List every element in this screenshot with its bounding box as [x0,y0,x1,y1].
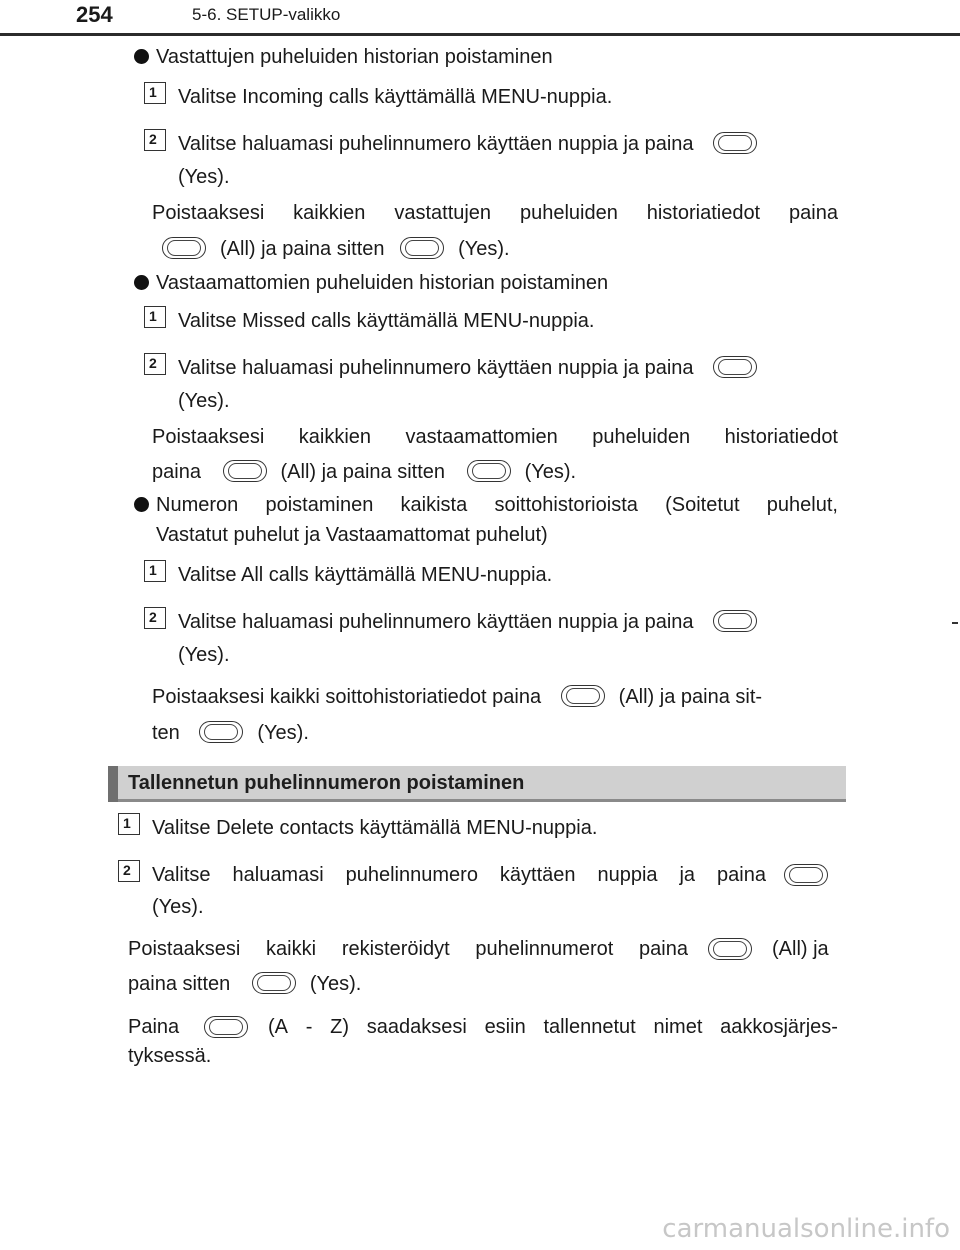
step-number: 1 [118,813,140,835]
page-number: 254 [72,2,123,28]
note-text: (All) ja [772,938,829,960]
knob-icon [713,356,757,378]
step-text-cont: (Yes). [178,390,230,412]
knob-icon [252,972,296,994]
knob-icon [784,864,828,886]
step-number: 2 [144,129,166,151]
bullet-icon [134,275,149,290]
step-text: Valitse Missed calls käyttämällä MENU-nuppia. [178,310,595,332]
step-number: 2 [144,353,166,375]
chapter-title: 5-6. SETUP-valikko [186,5,346,25]
note-text-cont: paina (All) ja paina sitten (Yes). [152,461,577,483]
note-text-cont: tyksessä. [128,1045,212,1067]
note-text: Poistaaksesi kaikkien vastattujen puheluiden historiatiedot paina [152,202,838,224]
knob-icon [400,237,444,259]
step-text: Valitse haluamasi puhelinnumero käyttäen nuppia ja paina [178,131,757,157]
knob-icon [713,132,757,154]
bullet-heading: Vastattujen puheluiden historian poistaminen [156,46,553,68]
note-text: Poistaaksesi kaikki rekisteröidyt puhelinnumerot paina [128,938,688,960]
step-text-cont: (Yes). [178,644,230,666]
step-text-cont: (Yes). [178,166,230,188]
watermark: carmanualsonline.info [662,1214,950,1244]
step-text: Valitse haluamasi puhelinnumero käyttäen nuppia ja paina [152,864,766,886]
knob-icon [223,460,267,482]
note-text-cont: ten (Yes). [152,722,309,744]
knob-icon [204,1016,248,1038]
bullet-heading: Numeron poistaminen kaikista soittohistorioista (Soitetut puhelut, [156,494,838,516]
bullet-heading: Vastaamattomien puheluiden historian poistaminen [156,272,609,294]
step-text-cont: (Yes). [152,896,204,918]
note-text: Paina [128,1016,180,1038]
section-header [108,766,846,802]
step-text: Valitse Delete contacts käyttämällä MENU-nuppia. [152,817,598,839]
step-number: 1 [144,306,166,328]
step-text: Valitse haluamasi puhelinnumero käyttäen nuppia ja paina [178,609,757,635]
section-accent [108,766,118,802]
note-text: Poistaaksesi kaikki soittohistoriatiedot paina (All) ja paina sit- [152,686,763,708]
note-text: (A - Z) saadaksesi esiin tallennetut nimet aakkosjärjes- [268,1016,838,1038]
knob-icon [713,610,757,632]
bullet-icon [134,49,149,64]
note-text-cont: paina sitten (Yes). [128,973,362,995]
bullet-icon [134,497,149,512]
step-text: Valitse All calls käyttämällä MENU-nuppia. [178,564,553,586]
margin-tick [952,622,958,624]
step-text: Valitse haluamasi puhelinnumero käyttäen nuppia ja paina [178,355,757,381]
step-text: Valitse Incoming calls käyttämällä MENU-nuppia. [178,86,613,108]
note-text: Poistaaksesi kaikkien vastaamattomien puheluiden historiatiedot [152,426,838,448]
knob-icon [199,721,243,743]
note-text-cont: (All) ja paina sitten (Yes). [162,236,510,262]
header-rule [0,33,960,36]
section-title: Tallennetun puhelinnumeron poistaminen [128,772,525,794]
step-number: 2 [144,607,166,629]
knob-icon [162,237,206,259]
knob-icon [708,938,752,960]
step-number: 2 [118,860,140,882]
knob-icon [467,460,511,482]
knob-icon [561,685,605,707]
step-number: 1 [144,82,166,104]
page-header [0,0,960,36]
bullet-heading-cont: Vastatut puhelut ja Vastaamattomat puhelut) [156,524,548,546]
step-number: 1 [144,560,166,582]
